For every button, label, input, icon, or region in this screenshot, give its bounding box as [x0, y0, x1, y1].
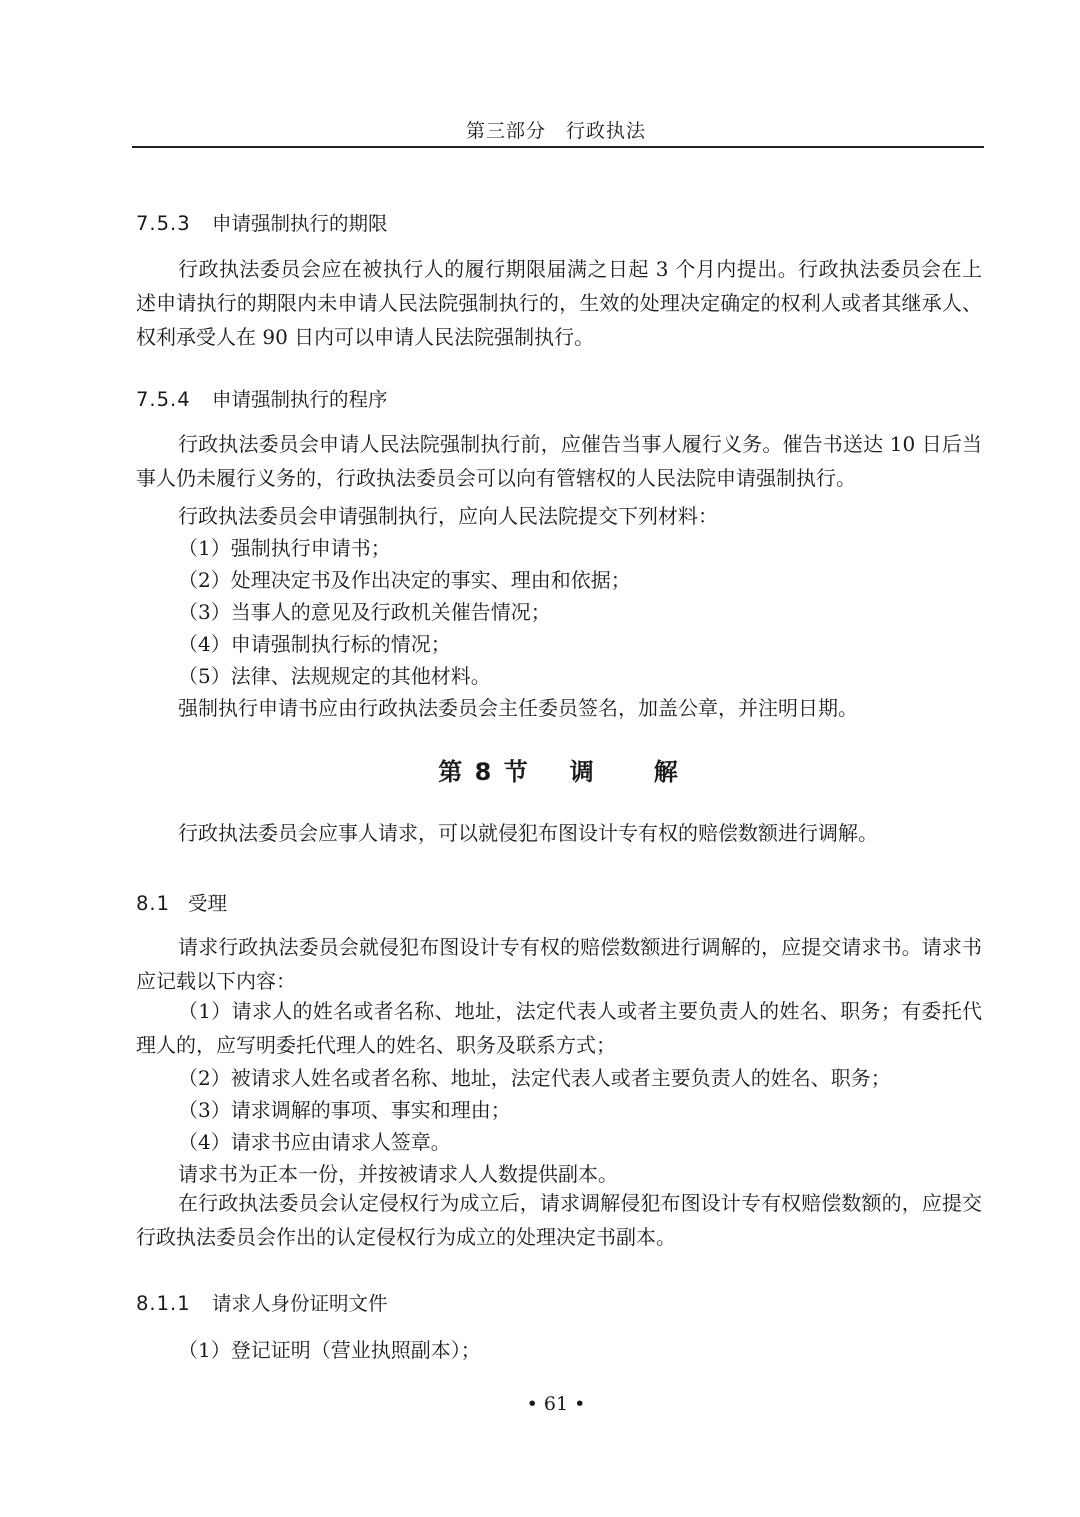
heading-title: 申请强制执行的程序 [212, 388, 388, 411]
list-item: （1）强制执行申请书； [178, 536, 391, 560]
paragraph: 在行政执法委员会认定侵权行为成立后，请求调解侵犯布图设计专有权赔偿数额的，应提交行政执法委员会作出的认定侵权行为成立的处理决定书副本。 [136, 1191, 982, 1249]
list-item: （2）被请求人姓名或者名称、地址，法定代表人或者主要负责人的姓名、职务； [178, 1066, 891, 1090]
heading-7-5-4 [136, 384, 388, 412]
list-item: （4）申请强制执行标的情况； [178, 632, 451, 656]
list-item: （4）请求书应由请求人签章。 [178, 1130, 451, 1154]
paragraph: 请求行政执法委员会就侵犯布图设计专有权的赔偿数额进行调解的，应提交请求书。请求书应记载以下内容： [136, 935, 982, 993]
paragraph: 行政执法委员会申请人民法院强制执行前，应催告当事人履行义务。催告书送达 10 日后当事人仍未履行义务的，行政执法委员会可以向有管辖权的人民法院申请强制执行。 [136, 432, 982, 490]
heading-8-1 [136, 888, 227, 916]
heading-8-1-1 [136, 1288, 388, 1316]
heading-number: 8.1.1 [136, 1292, 191, 1315]
heading-7-5-3 [136, 208, 388, 236]
paragraph: 行政执法委员会应事人请求，可以就侵犯布图设计专有权的赔偿数额进行调解。 [178, 821, 878, 845]
running-header: 第三部分 行政执法 [465, 120, 646, 142]
list-item: （1）请求人的姓名或者名称、地址，法定代表人或者主要负责人的姓名、职务；有委托代理人的，应写明委托代理人的姓名、职务及联系方式； [136, 999, 982, 1057]
heading-title: 请求人身份证明文件 [212, 1292, 388, 1315]
heading-number: 8.1 [136, 892, 171, 915]
heading-title: 申请强制执行的期限 [212, 212, 388, 235]
list-item: （1）登记证明（营业执照副本）； [178, 1338, 481, 1362]
paragraph: 强制执行申请书应由行政执法委员会主任委员签名，加盖公章，并注明日期。 [178, 696, 858, 720]
list-item: （5）法律、法规规定的其他材料。 [178, 664, 491, 688]
section-title-part: 解 [653, 758, 680, 786]
header-divider [132, 146, 984, 148]
list-item: （3）当事人的意见及行政机关催告情况； [178, 600, 551, 624]
list-item: （2）处理决定书及作出决定的事实、理由和依据； [178, 568, 631, 592]
paragraph: 请求书为正本一份，并按被请求人人数提供副本。 [178, 1162, 618, 1186]
paragraph: 行政执法委员会申请强制执行，应向人民法院提交下列材料： [178, 504, 718, 528]
paragraph: 行政执法委员会应在被执行人的履行期限届满之日起 3 个月内提出。行政执法委员会在上述申请执行的期限内未申请人民法院强制执行的，生效的处理决定确定的权利人或者其继承人、权利承受人在 90 日内可以申请人民法院强制执行。 [136, 257, 982, 349]
section-title-part: 调 [569, 758, 596, 786]
heading-number: 7.5.3 [136, 212, 191, 235]
list-item: （3）请求调解的事项、事实和理由； [178, 1098, 511, 1122]
page-number: • 61 • [526, 1393, 586, 1415]
heading-title: 受理 [188, 892, 228, 915]
section-heading-8 [136, 752, 982, 787]
heading-number: 7.5.4 [136, 388, 191, 411]
section-label: 第 8 节 [438, 758, 530, 786]
